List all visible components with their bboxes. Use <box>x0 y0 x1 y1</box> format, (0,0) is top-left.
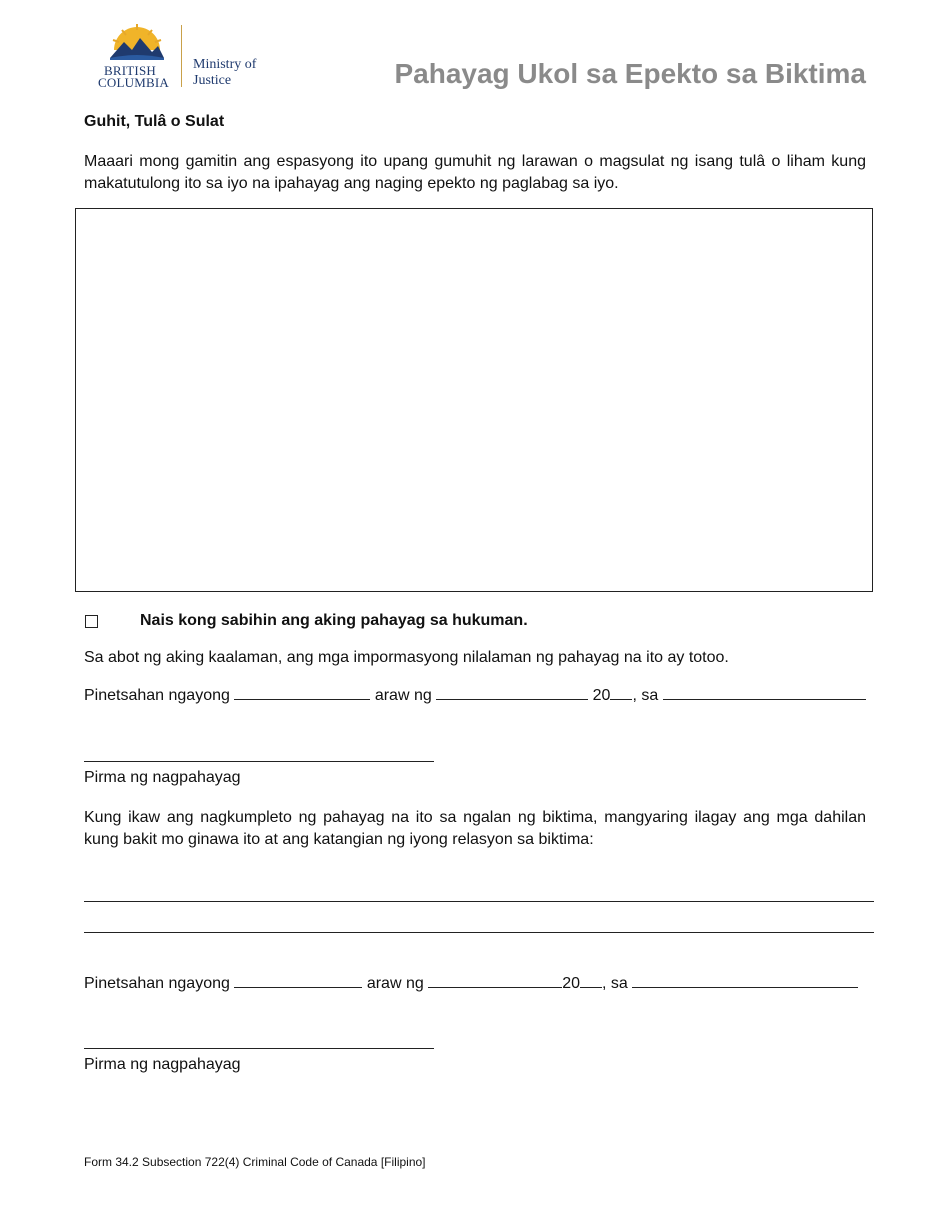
section-heading: Guhit, Tulâ o Sulat <box>84 113 225 130</box>
year-prefix-2: 20 <box>562 975 580 992</box>
logo-ministry <box>193 57 256 89</box>
logo-province-line1: BRITISH <box>104 63 156 78</box>
date-line <box>84 685 866 705</box>
date-line-2 <box>84 973 858 993</box>
signature-field-2[interactable] <box>84 1048 434 1049</box>
instructions-text: Maaari mong gamitin ang espasyong ito upang gumuhit ng larawan o magsulat ng isang tulâ o liham kung makatutulong ito sa iyo na ipahayag ang naging epekto ng paglabag sa iyo. <box>84 153 866 192</box>
logo-ministry-line1: Ministry of <box>193 57 257 72</box>
year-field-2[interactable] <box>580 973 602 988</box>
signature-field[interactable] <box>84 761 434 762</box>
logo-province-line2: COLUMBIA <box>98 75 169 90</box>
drawing-area[interactable] <box>75 208 873 592</box>
logo-divider <box>181 25 182 87</box>
truth-statement: Sa abot ng aking kaalaman, ang mga impormasyong nilalaman ng pahayag na ito ay totoo. <box>84 649 729 666</box>
speak-in-court-label: Nais kong sabihin ang aking pahayag sa hukuman. <box>140 612 528 629</box>
date-prefix-2: Pinetsahan ngayong <box>84 975 230 992</box>
signature-label: Pirma ng nagpahayag <box>84 769 241 786</box>
place-field-2[interactable] <box>632 973 858 988</box>
speak-in-court-checkbox[interactable] <box>85 615 98 628</box>
place-prefix: , sa <box>632 687 659 704</box>
month-field-2[interactable] <box>428 973 562 988</box>
date-prefix: Pinetsahan ngayong <box>84 687 230 704</box>
reason-line-1[interactable] <box>84 901 874 902</box>
sun-mountains-icon <box>108 22 166 60</box>
year-prefix: 20 <box>592 687 611 704</box>
on-behalf-text: Kung ikaw ang nagkumpleto ng pahayag na ito sa ngalan ng biktima, mangyaring ilagay ang mga dahilan kung bakit mo ginawa ito at ang katangian ng iyong relasyon sa biktima: <box>84 809 866 848</box>
year-field[interactable] <box>610 685 632 700</box>
day-field[interactable] <box>234 685 370 700</box>
day-of-label: araw ng <box>374 687 432 704</box>
month-field[interactable] <box>436 685 588 700</box>
place-field[interactable] <box>663 685 866 700</box>
place-prefix-2: , sa <box>601 975 628 992</box>
day-of-label-2: araw ng <box>366 975 424 992</box>
form-footer: Form 34.2 Subsection 722(4) Criminal Code of Canada [Filipino] <box>84 1155 426 1169</box>
logo-ministry-line2: Justice <box>193 73 232 88</box>
reason-line-2[interactable] <box>84 932 874 933</box>
day-field-2[interactable] <box>234 973 362 988</box>
page-title: Pahayag Ukol sa Epekto sa Biktima <box>394 58 866 89</box>
signature-label-2: Pirma ng nagpahayag <box>84 1056 241 1073</box>
